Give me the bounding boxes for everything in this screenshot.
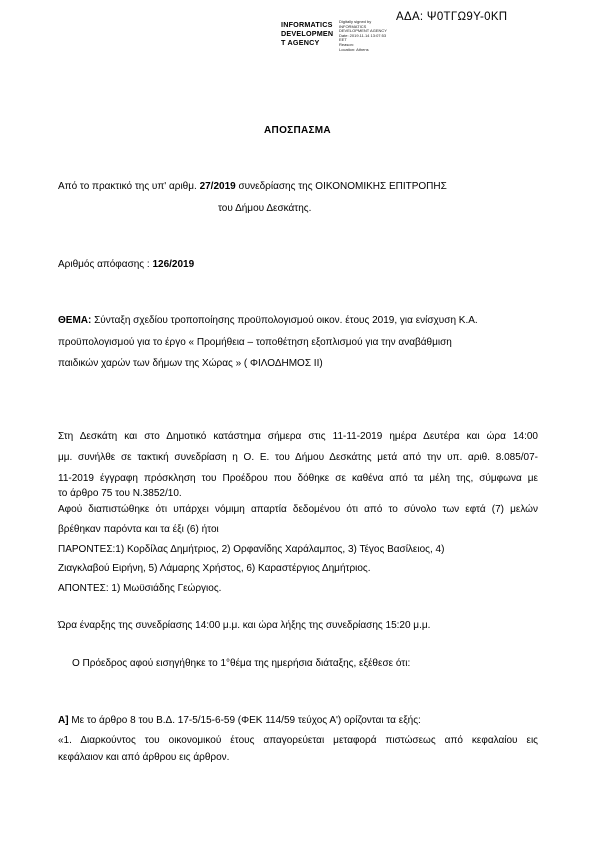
subject-text: Σύνταξη σχεδίου τροποποίησης προϋπολογισμού οικον. έτους 2019, για ενίσχυση Κ.Α.	[94, 315, 478, 326]
signature-line: Date: 2019.11.14 13:07:53	[339, 32, 387, 38]
logo-line: T AGENCY	[281, 38, 320, 47]
present-members-line: Ζιαγκλαβού Ειρήνη, 5) Λάμαρης Χρήστος, 6) Καραστέργιος Δημήτριος.	[58, 563, 371, 574]
subject-label: ΘΕΜΑ:	[58, 315, 92, 326]
present-members-line: ΠΑΡΟΝΤΕΣ:1) Κορδίλας Δημήτριος, 2) Ορφανίδης Χαράλαμπος, 3) Τέγος Βασίλειος, 4)	[58, 544, 445, 555]
signature-line: Digitally signed by	[339, 19, 372, 24]
decision-number: 126/2019	[152, 259, 195, 270]
section-a-line-1	[58, 715, 421, 727]
session-time-line: Ώρα έναρξης της συνεδρίασης 14:00 μ.μ. και ώρα λήξης της συνεδρίασης 15:20 μ.μ.	[58, 620, 431, 631]
body-line: Αφού διαπιστώθηκε ότι υπάρχει νόμιμη απαρτία δεδομένου ότι από το σύνολο των εφτά (7) μελών	[58, 504, 538, 515]
body-line: Στη Δεσκάτη και στο Δημοτικό κατάστημα σήμερα στις 11-11-2019 ημέρα Δευτέρα και ώρα 14:00	[58, 431, 538, 442]
subject-line-2: προϋπολογισμού για το έργο « Προμήθεια – τοποθέτηση εξοπλισμού για την αναβάθμιση	[58, 337, 452, 348]
decision-number-line	[58, 259, 194, 271]
decision-label: Αριθμός απόφασης :	[58, 259, 150, 270]
logo-line: DEVELOPMEN	[281, 29, 334, 38]
logo-line: INFORMATICS	[281, 20, 333, 29]
session-number: 27/2019	[199, 181, 236, 192]
intro-prefix: Από το πρακτικό της υπ' αριθμ.	[58, 181, 197, 192]
signature-line: EET	[339, 37, 347, 43]
signature-logo	[281, 20, 333, 47]
document-title: ΑΠΟΣΠΑΣΜΑ	[264, 125, 331, 136]
signature-line: DEVELOPMENT AGENCY	[339, 28, 387, 34]
absent-members-line: ΑΠΟΝΤΕΣ: 1) Μωϋσιάδης Γεώργιος.	[58, 583, 222, 594]
body-line: το άρθρο 75 του Ν.3852/10.	[58, 488, 182, 499]
subject-line-3: παιδικών χαρών των δήμων της Χώρας » ( ΦΙΛΟΔΗΜΟΣ ΙΙ)	[58, 358, 323, 369]
body-line: 11-2019 έγγραφη πρόσκληση του Προέδρου που δόθηκε σε καθένα από τα μέλη της, σύμφωνα με	[58, 473, 538, 484]
intro-suffix: συνεδρίασης της ΟΙΚΟΝΟΜΙΚΗΣ ΕΠΙΤΡΟΠΗΣ	[238, 181, 447, 192]
section-a-line-3: κεφάλαιον και από άρθρου εις άρθρον.	[58, 752, 230, 763]
body-line: βρέθηκαν παρόντα και τα έξι (6) ήτοι	[58, 524, 219, 535]
section-a-label: Α]	[58, 715, 69, 726]
digital-signature-text	[339, 20, 387, 52]
section-a-line-2: «1. Διαρκούντος του οικονομικού έτους απαγορεύεται μεταφορά πιστώσεως από κεφαλαίου εις	[58, 735, 538, 746]
section-a-text: Με το άρθρο 8 του Β.Δ. 17-5/15-6-59 (ΦΕΚ 114/59 τεύχος Α') ορίζονται τα εξής:	[71, 715, 421, 726]
intro-line	[58, 181, 447, 193]
subject-line-1	[58, 315, 478, 327]
body-line: μμ. συνήλθε σε τακτική συνεδρίαση η Ο. Ε. του Δήμου Δεσκάτης μετά από την υπ. αριθ. 8.085/07-	[58, 452, 538, 463]
signature-line: Location: Athens	[339, 46, 369, 52]
president-line: Ο Πρόεδρος αφού εισηγήθηκε το 1°θέμα της ημερήσια διάταξης, εξέθεσε ότι:	[72, 658, 411, 669]
ada-code: ΑΔΑ: Ψ0ΤΓΩ9Υ-0ΚΠ	[396, 11, 508, 23]
signature-line: INFORMATICS	[339, 23, 367, 29]
intro-line-2: του Δήμου Δεσκάτης.	[218, 203, 312, 214]
signature-line: Reason:	[339, 41, 354, 47]
